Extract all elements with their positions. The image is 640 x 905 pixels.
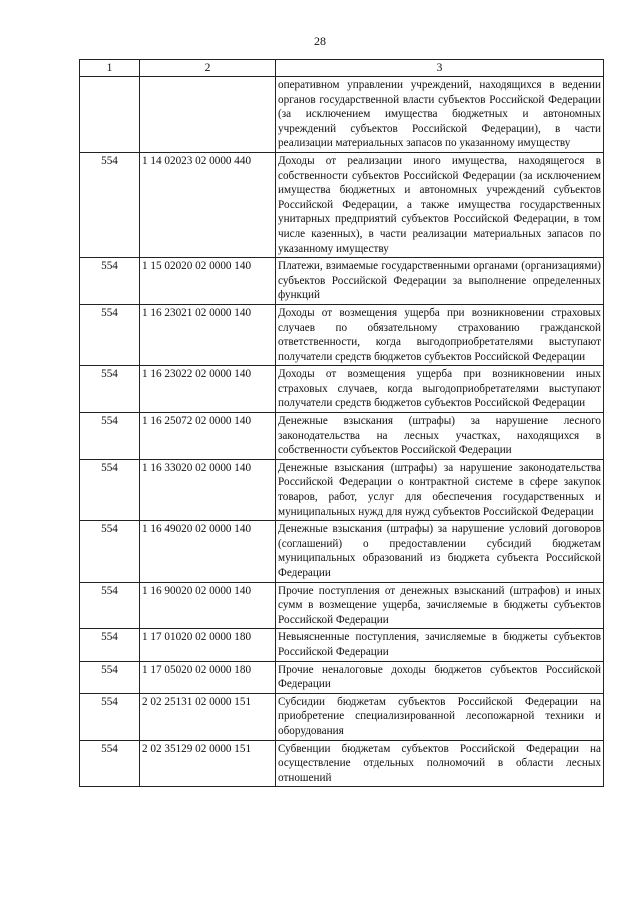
description-cell: Доходы от возмещения ущерба при возникновении страховых случаев по обязательному страхованию гражданской ответственности, когда выгодоприобретателями выступают получатели средств бюджетов субъектов Российской Федерации xyxy=(276,304,604,365)
table-row xyxy=(80,521,604,582)
budget-code-cell: 1 14 02023 02 0000 440 xyxy=(140,152,276,257)
description-cell: Платежи, взимаемые государственными органами (организациями) субъектов Российской Федерации за выполнение определенных функций xyxy=(276,258,604,305)
description-cell: Доходы от возмещения ущерба при возникновении иных страховых случаев, когда выгодоприобретателями выступают получатели средств бюджетов субъектов Российской Федерации xyxy=(276,366,604,413)
column-header-3: 3 xyxy=(276,60,604,77)
budget-code-cell xyxy=(140,77,276,153)
admin-code-cell: 554 xyxy=(80,366,140,413)
column-header-1: 1 xyxy=(80,60,140,77)
description-cell: Невыясненные поступления, зачисляемые в бюджеты субъектов Российской Федерации xyxy=(276,629,604,661)
admin-code-cell: 554 xyxy=(80,629,140,661)
budget-code-cell: 1 15 02020 02 0000 140 xyxy=(140,258,276,305)
table-row xyxy=(80,304,604,365)
table-row xyxy=(80,413,604,460)
admin-code-cell: 554 xyxy=(80,661,140,693)
table-row xyxy=(80,582,604,629)
revenue-codes-table xyxy=(79,59,604,787)
description-cell: Прочие поступления от денежных взысканий (штрафов) и иных сумм в возмещение ущерба, зачисляемые в бюджеты субъектов Российской Федерации xyxy=(276,582,604,629)
budget-code-cell: 1 17 05020 02 0000 180 xyxy=(140,661,276,693)
admin-code-cell: 554 xyxy=(80,413,140,460)
admin-code-cell: 554 xyxy=(80,459,140,520)
table-header-row xyxy=(80,60,604,77)
description-cell: Денежные взыскания (штрафы) за нарушение законодательства Российской Федерации о контрактной системе в сфере закупок товаров, работ, услуг для обеспечения государственных и муниципальных нужд для нужд субъектов Российской Федерации xyxy=(276,459,604,520)
description-cell: Денежные взыскания (штрафы) за нарушение лесного законодательства на лесных участках, находящихся в собственности субъектов Российской Федерации xyxy=(276,413,604,460)
page-number: 28 xyxy=(314,34,326,48)
table-row xyxy=(80,366,604,413)
budget-code-cell: 1 16 33020 02 0000 140 xyxy=(140,459,276,520)
budget-code-cell: 1 16 23021 02 0000 140 xyxy=(140,304,276,365)
table-row xyxy=(80,629,604,661)
description-cell: Субсидии бюджетам субъектов Российской Федерации на приобретение специализированной лесопожарной техники и оборудования xyxy=(276,693,604,740)
budget-code-cell: 1 16 49020 02 0000 140 xyxy=(140,521,276,582)
budget-code-cell: 2 02 25131 02 0000 151 xyxy=(140,693,276,740)
admin-code-cell: 554 xyxy=(80,693,140,740)
description-cell: Доходы от реализации иного имущества, находящегося в собственности субъектов Российской Федерации (за исключением имущества бюджетных и автономных учреждений субъектов Российской Федерации, а также имущества государственных унитарных предприятий субъектов Российской Федерации, в том числе казенных), в части реализации материальных запасов по указанному имуществу xyxy=(276,152,604,257)
table-row xyxy=(80,661,604,693)
budget-code-cell: 1 16 25072 02 0000 140 xyxy=(140,413,276,460)
budget-code-cell: 1 16 23022 02 0000 140 xyxy=(140,366,276,413)
description-cell: Денежные взыскания (штрафы) за нарушение условий договоров (соглашений) о предоставлении субсидий бюджетам муниципальных образований из бюджета субъекта Российской Федерации xyxy=(276,521,604,582)
column-header-2: 2 xyxy=(140,60,276,77)
admin-code-cell: 554 xyxy=(80,152,140,257)
table-row xyxy=(80,77,604,153)
budget-code-cell: 1 17 01020 02 0000 180 xyxy=(140,629,276,661)
description-cell: оперативном управлении учреждений, находящихся в ведении органов государственной власти субъектов Российской Федерации (за исключением имущества бюджетных и автономных учреждений субъектов Российской Федерации), в части реализации материальных запасов по указанному имуществу xyxy=(276,77,604,153)
table-row xyxy=(80,258,604,305)
table-row xyxy=(80,459,604,520)
budget-code-cell: 2 02 35129 02 0000 151 xyxy=(140,740,276,787)
table-row xyxy=(80,740,604,787)
table-row xyxy=(80,693,604,740)
admin-code-cell: 554 xyxy=(80,740,140,787)
admin-code-cell: 554 xyxy=(80,258,140,305)
admin-code-cell xyxy=(80,77,140,153)
budget-code-cell: 1 16 90020 02 0000 140 xyxy=(140,582,276,629)
admin-code-cell: 554 xyxy=(80,582,140,629)
table-row xyxy=(80,152,604,257)
admin-code-cell: 554 xyxy=(80,521,140,582)
description-cell: Субвенции бюджетам субъектов Российской Федерации на осуществление отдельных полномочий в области лесных отношений xyxy=(276,740,604,787)
admin-code-cell: 554 xyxy=(80,304,140,365)
description-cell: Прочие неналоговые доходы бюджетов субъектов Российской Федерации xyxy=(276,661,604,693)
